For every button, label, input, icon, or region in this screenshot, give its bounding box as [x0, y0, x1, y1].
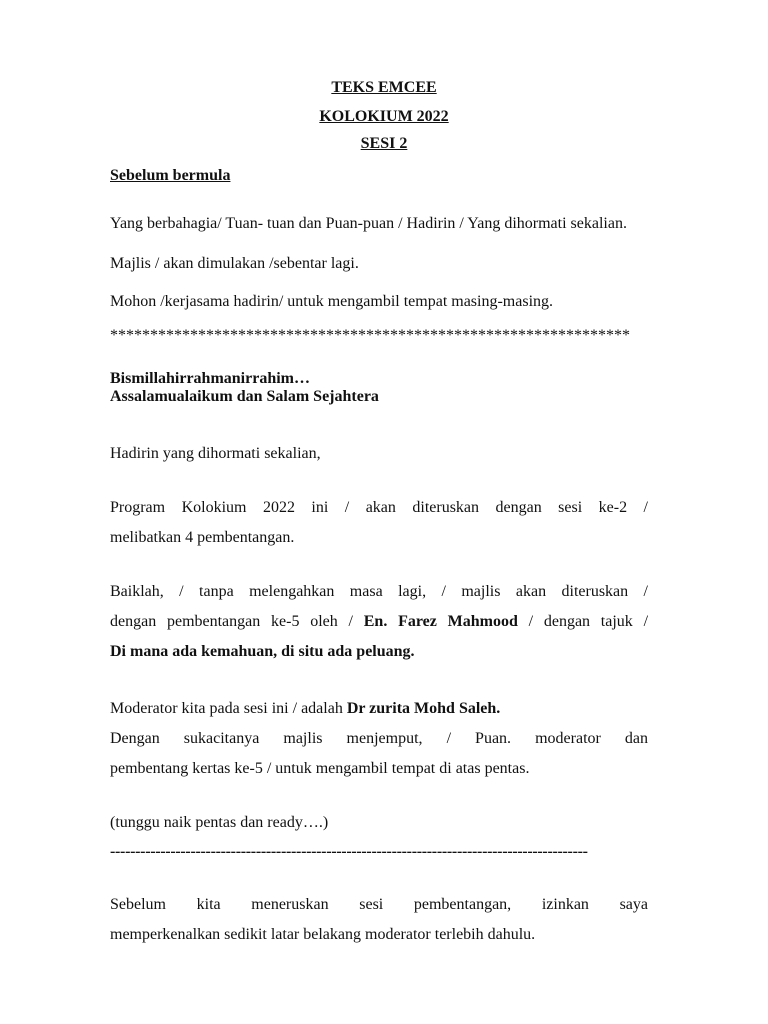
greeting: Hadirin yang dihormati sekalian,: [110, 445, 321, 462]
paragraph-take-seats: Mohon /kerjasama hadirin/ untuk mengambil tempat masing-masing.: [110, 293, 554, 310]
paragraph-starting-soon: Majlis / akan dimulakan /sebentar lagi.: [110, 255, 359, 272]
intro-line-1: Baiklah, / tanpa melengahkan masa lagi, / majlis akan diteruskan /: [110, 583, 648, 600]
closing-line-1: Sebelum kita meneruskan sesi pembentangan, izinkan saya: [110, 896, 648, 913]
event-title: KOLOKIUM 2022: [319, 108, 449, 125]
intro-text-a: dengan pembentangan ke-5 oleh /: [110, 613, 364, 630]
session-title: SESI 2: [360, 135, 408, 152]
section-heading-before-start: Sebelum bermula: [110, 167, 231, 184]
presenter-name: En. Farez Mahmood: [363, 613, 518, 630]
moderator-text: Moderator kita pada sesi ini / adalah: [110, 700, 347, 717]
paragraph-program-cont: [110, 528, 648, 548]
presentation-topic: Di mana ada kemahuan, di situ ada peluang.: [110, 643, 415, 660]
paragraph-welcome: Yang berbahagia/ Tuan- tuan dan Puan-puan / Hadirin / Yang dihormati sekalian.: [110, 215, 627, 232]
paragraph-program: [110, 498, 648, 518]
program-line-2: melibatkan 4 pembentangan.: [110, 529, 295, 546]
moderator-name: Dr zurita Mohd Saleh.: [346, 700, 501, 717]
star-divider: *****************************************************************: [110, 327, 630, 344]
program-line-1: Program Kolokium 2022 ini / akan diteruskan dengan sesi ke-2 /: [110, 499, 648, 516]
opening-bismillah: Bismillahirrahmanirrahim…: [110, 370, 310, 387]
opening-salam: Assalamualaikum dan Salam Sejahtera: [110, 388, 379, 405]
dash-divider: -----------------------------------------------------------------------------------------------: [110, 843, 588, 860]
paragraph-intro: [110, 582, 648, 602]
closing-line-2: memperkenalkan sedikit latar belakang moderator terlebih dahulu.: [110, 926, 536, 943]
moderator-line-1: [110, 699, 648, 719]
paragraph-intro-line-2: [110, 612, 648, 632]
moderator-line-2-wrap: [110, 729, 648, 749]
moderator-line-2: Dengan sukacitanya majlis menjemput, / Puan. moderator dan: [110, 730, 648, 747]
moderator-line-3: pembentang kertas ke-5 / untuk mengambil tempat di atas pentas.: [110, 760, 530, 777]
intro-line-2: [110, 612, 648, 632]
wait-note: (tunggu naik pentas dan ready….): [110, 814, 329, 831]
intro-text-b: / dengan tajuk /: [517, 613, 649, 630]
doc-title: TEKS EMCEE: [331, 79, 437, 96]
closing-line-1-wrap: [110, 895, 648, 915]
